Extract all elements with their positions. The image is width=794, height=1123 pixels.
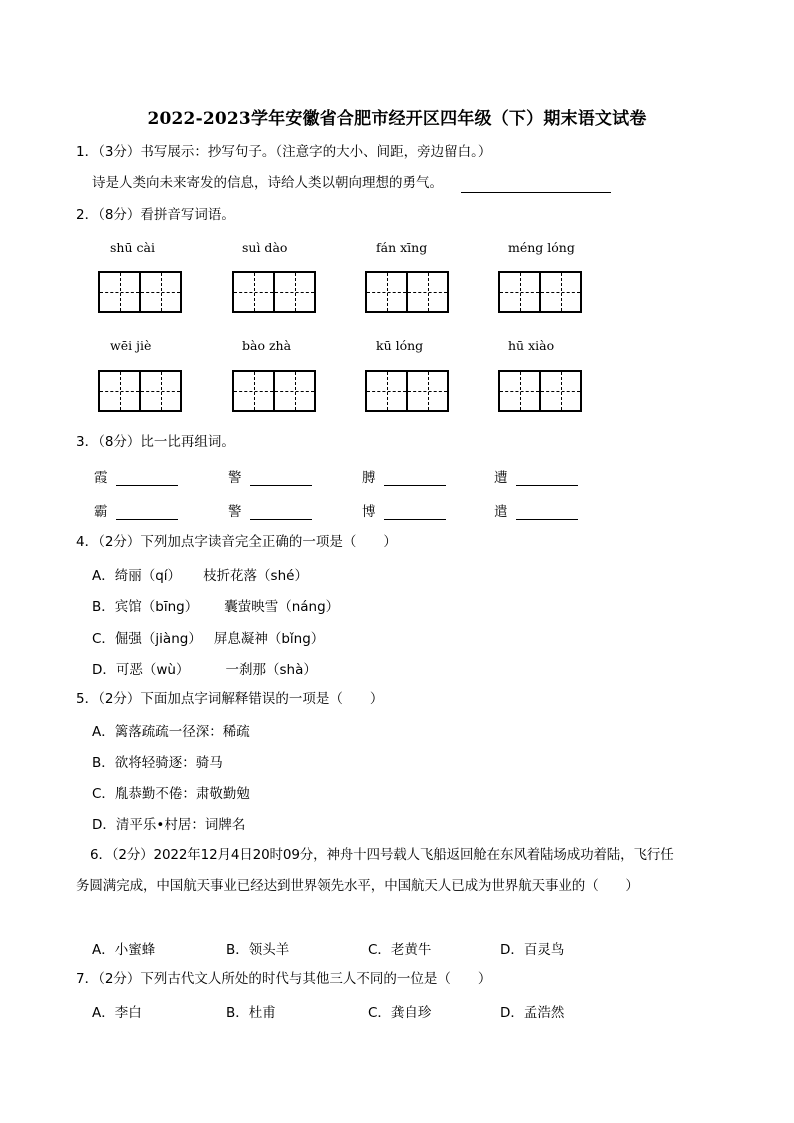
q2-writing-grid-3[interactable] <box>365 271 449 313</box>
q6-option-c[interactable]: C．老黄牛 <box>368 942 432 958</box>
q3-pair-4 <box>494 466 578 486</box>
q3-answer-blank[interactable] <box>250 469 312 486</box>
q3-char: 警 <box>228 470 242 486</box>
q3-answer-blank[interactable] <box>516 503 578 520</box>
q7-option-a[interactable]: A．李白 <box>92 1005 142 1021</box>
q6-option-b[interactable]: B．领头羊 <box>226 942 290 958</box>
q6-stem-line1: 6．（2分）2022年12月4日20时09分，神舟十四号载人飞船返回舱在东风着陆场成功着陆，飞行任 <box>90 847 674 863</box>
q3-char: 霞 <box>94 470 108 486</box>
q3-char: 遭 <box>494 470 508 486</box>
q2-pinyin-2: suì dào <box>242 240 288 255</box>
q2-writing-grid-6[interactable] <box>232 370 316 412</box>
q3-pair-8 <box>494 500 578 520</box>
q4-option-b[interactable]: B．宾馆（bīng） 囊萤映雪（náng） <box>92 599 340 615</box>
q2-writing-grid-4[interactable] <box>498 271 582 313</box>
q3-pair-1 <box>94 466 178 486</box>
q6-option-a[interactable]: A．小蜜蜂 <box>92 942 156 958</box>
q2-pinyin-1: shū cài <box>110 240 155 255</box>
q3-answer-blank[interactable] <box>116 469 178 486</box>
page-title: 2022-2023学年安徽省合肥市经开区四年级（下）期末语文试卷 <box>147 109 647 129</box>
q2-pinyin-7: kū lóng <box>376 338 424 353</box>
q5-option-b[interactable]: B．欲将轻骑逐：骑马 <box>92 755 223 771</box>
q3-answer-blank[interactable] <box>516 469 578 486</box>
q2-writing-grid-1[interactable] <box>98 271 182 313</box>
q2-pinyin-3: fán xīng <box>376 240 428 255</box>
q1-sentence-row <box>92 173 611 193</box>
q2-stem: 2．（8分）看拼音写词语。 <box>76 207 235 223</box>
q3-pair-3 <box>362 466 446 486</box>
q2-writing-grid-2[interactable] <box>232 271 316 313</box>
q3-char: 博 <box>362 504 376 520</box>
q3-answer-blank[interactable] <box>384 503 446 520</box>
q3-char: 遣 <box>494 504 508 520</box>
q7-option-d[interactable]: D．孟浩然 <box>500 1005 565 1021</box>
q1-stem: 1．（3分）书写展示：抄写句子。（注意字的大小、间距，旁边留白。） <box>76 144 492 160</box>
q7-option-c[interactable]: C．龚自珍 <box>368 1005 432 1021</box>
q3-answer-blank[interactable] <box>250 503 312 520</box>
q3-stem: 3．（8分）比一比再组词。 <box>76 434 235 450</box>
q3-pair-7 <box>362 500 446 520</box>
q6-option-d[interactable]: D．百灵鸟 <box>500 942 565 958</box>
q7-stem: 7．（2分）下列古代文人所处的时代与其他三人不同的一位是（ ） <box>76 971 492 987</box>
q5-option-d[interactable]: D．清平乐•村居：词牌名 <box>92 817 246 833</box>
q2-writing-grid-8[interactable] <box>498 370 582 412</box>
q3-answer-blank[interactable] <box>116 503 178 520</box>
q2-pinyin-4: méng lóng <box>508 240 575 255</box>
q3-char: 警 <box>228 504 242 520</box>
q5-option-c[interactable]: C．胤恭勤不倦：肃敬勤勉 <box>92 786 250 802</box>
q4-option-c[interactable]: C．倔强（jiàng） 屏息凝神（bǐng） <box>92 631 325 647</box>
q1-sentence: 诗是人类向未来寄发的信息，诗给人类以朝向理想的勇气。 <box>92 175 443 191</box>
q4-option-a[interactable]: A．绮丽（qí） 枝折花落（shé） <box>92 568 308 584</box>
q1-answer-blank[interactable] <box>461 176 611 193</box>
q6-stem-line2: 务圆满完成，中国航天事业已经达到世界领先水平，中国航天人已成为世界航天事业的（ ） <box>76 878 639 894</box>
q3-pair-2 <box>228 466 312 486</box>
q7-option-b[interactable]: B．杜甫 <box>226 1005 276 1021</box>
q4-stem: 4．（2分）下列加点字读音完全正确的一项是（ ） <box>76 534 397 550</box>
q3-char: 霸 <box>94 504 108 520</box>
q3-answer-blank[interactable] <box>384 469 446 486</box>
q2-writing-grid-7[interactable] <box>365 370 449 412</box>
q3-pair-6 <box>228 500 312 520</box>
q2-pinyin-6: bào zhà <box>242 338 292 353</box>
q5-option-a[interactable]: A．篱落疏疏一径深：稀疏 <box>92 724 250 740</box>
q2-pinyin-5: wēi jiè <box>110 338 152 353</box>
q2-pinyin-8: hū xiào <box>508 338 555 353</box>
q2-writing-grid-5[interactable] <box>98 370 182 412</box>
q3-pair-5 <box>94 500 178 520</box>
q4-option-d[interactable]: D．可恶（wù） 一刹那（shà） <box>92 662 317 678</box>
q5-stem: 5．（2分）下面加点字词解释错误的一项是（ ） <box>76 691 384 707</box>
q3-char: 膊 <box>362 470 376 486</box>
